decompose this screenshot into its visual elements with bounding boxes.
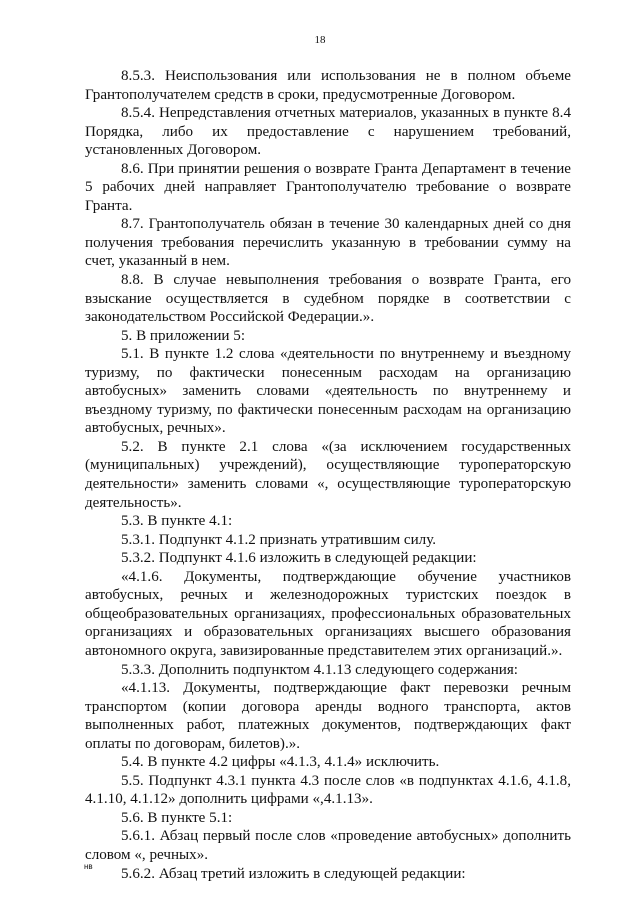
document-body	[85, 67, 571, 883]
paragraph-5-6-1: 5.6.1. Абзац первый после слов «проведение автобусных» дополнить словом «, речных».	[85, 828, 571, 863]
paragraph-8-7: 8.7. Грантополучатель обязан в течение 30 календарных дней со дня получения требования перечислить указанную в требовании сумму на счет, указанный в нем.	[85, 216, 571, 270]
paragraph-5-6-2: 5.6.2. Абзац третий изложить в следующей редакции:	[121, 865, 466, 882]
paragraph-5-4: 5.4. В пункте 4.2 цифры «4.1.3, 4.1.4» исключить.	[121, 754, 440, 771]
paragraph-8-6: 8.6. При принятии решения о возврате Гранта Департамент в течение 5 рабочих дней направляет Грантополучателю требование о возврате Гранта.	[85, 160, 571, 214]
paragraph-8-8: 8.8. В случае невыполнения требования о возврате Гранта, его взыскание осуществляется в судебном порядке в соответствии с законодательством Российской Федерации.».	[85, 272, 571, 326]
paragraph-8-5-4: 8.5.4. Непредставления отчетных материалов, указанных в пункте 8.4 Порядка, либо их предоставление с нарушением требований, установленных Договором.	[85, 105, 571, 159]
paragraph-5-6: 5.6. В пункте 5.1:	[121, 809, 233, 826]
paragraph-4-1-13-quote: «4.1.13. Документы, подтверждающие факт перевозки речным транспортом (копии договора аренды водного транспорта, актов выполненных работ, платежных документов, подтверждающих факт оплаты по договорам, билетов).».	[85, 680, 571, 752]
paragraph-5: 5. В приложении 5:	[121, 327, 246, 344]
paragraph-5-2: 5.2. В пункте 2.1 слова «(за исключением государственных (муниципальных) учреждений), осуществляющие туроператорскую деятельности» заменить словами «, осуществляющие туроператорскую деятельность».	[85, 438, 571, 511]
paragraph-5-3: 5.3. В пункте 4.1:	[121, 513, 233, 530]
paragraph-5-1: 5.1. В пункте 1.2 слова «деятельности по внутреннему и въездному туризму, по фактически понесенным расходам на организацию автобусных» заменить словами «деятельность по внутреннему и въездному туризму, по фактически понесенным расходам на организацию автобусных, речных».	[85, 346, 571, 437]
page-number: 18	[314, 34, 326, 46]
paragraph-5-3-2: 5.3.2. Подпункт 4.1.6 изложить в следующей редакции:	[121, 550, 477, 567]
footer-initials: нв	[84, 862, 93, 871]
paragraph-4-1-6-quote: «4.1.6. Документы, подтверждающие обучение участников автобусных, речных и железнодорожных туристских поездок в общеобразовательных организациях, профессиональных образовательных организациях и образовательных организациях высшего образования автономного округа, завизированные представителем этих организаций.».	[85, 568, 571, 659]
paragraph-5-3-3: 5.3.3. Дополнить подпунктом 4.1.13 следующего содержания:	[121, 661, 518, 678]
paragraph-5-3-1: 5.3.1. Подпункт 4.1.2 признать утратившим силу.	[121, 531, 437, 548]
paragraph-8-5-3: 8.5.3. Неиспользования или использования не в полном объеме Грантополучателем средств в сроки, предусмотренные Договором.	[85, 68, 571, 103]
paragraph-5-5: 5.5. Подпункт 4.3.1 пункта 4.3 после слов «в подпунктах 4.1.6, 4.1.8, 4.1.10, 4.1.12» дополнить цифрами «,4.1.13».	[85, 772, 571, 808]
